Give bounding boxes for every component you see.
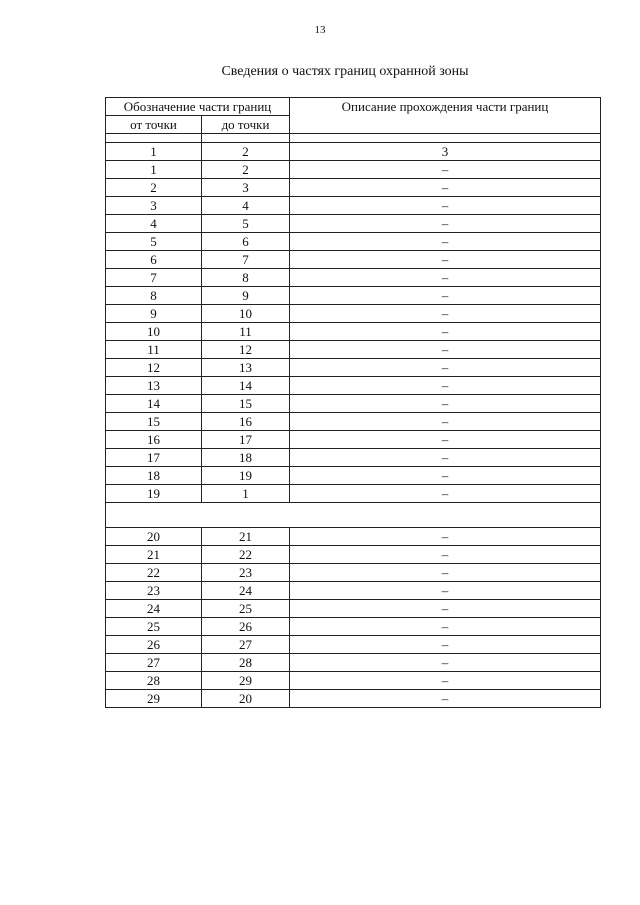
table-row: [106, 341, 601, 359]
table-row: [106, 323, 601, 341]
table-row: [106, 467, 601, 485]
from-point-cell: 15: [106, 413, 202, 431]
to-point-cell: 29: [202, 672, 290, 690]
to-point-cell: 23: [202, 564, 290, 582]
to-point-cell: 12: [202, 341, 290, 359]
to-point-cell: 2: [202, 161, 290, 179]
from-point-cell: 4: [106, 215, 202, 233]
description-cell: –: [290, 215, 601, 233]
column-number-to: 2: [202, 143, 290, 161]
table-header: [106, 98, 601, 161]
table-row: [106, 582, 601, 600]
boundary-designation-header: Обозначение части границ: [106, 98, 290, 116]
page-number: 13: [314, 24, 326, 36]
to-point-cell: 26: [202, 618, 290, 636]
from-point-cell: 20: [106, 528, 202, 546]
from-point-cell: 1: [106, 161, 202, 179]
from-point-cell: 21: [106, 546, 202, 564]
to-point-cell: 15: [202, 395, 290, 413]
column-numbers-row: [106, 143, 601, 161]
description-cell: –: [290, 269, 601, 287]
from-point-cell: 10: [106, 323, 202, 341]
description-cell: –: [290, 600, 601, 618]
from-point-cell: 17: [106, 449, 202, 467]
to-point-cell: 20: [202, 690, 290, 708]
table-row: [106, 305, 601, 323]
description-cell: –: [290, 341, 601, 359]
to-point-cell: 21: [202, 528, 290, 546]
table-row: [106, 528, 601, 546]
description-header: Описание прохождения части границ: [290, 98, 601, 134]
boundary-section-2: [106, 528, 601, 708]
to-point-cell: 4: [202, 197, 290, 215]
from-point-cell: 12: [106, 359, 202, 377]
table-row: [106, 690, 601, 708]
to-point-cell: 24: [202, 582, 290, 600]
from-point-cell: 11: [106, 341, 202, 359]
to-point-cell: 10: [202, 305, 290, 323]
to-point-cell: 5: [202, 215, 290, 233]
from-point-cell: 16: [106, 431, 202, 449]
boundary-parts-table: [105, 97, 601, 708]
table-row: [106, 377, 601, 395]
from-point-cell: 25: [106, 618, 202, 636]
from-point-cell: 18: [106, 467, 202, 485]
description-cell: –: [290, 528, 601, 546]
table-row: [106, 449, 601, 467]
section-gap-row: [106, 503, 601, 528]
to-point-cell: 9: [202, 287, 290, 305]
description-cell: –: [290, 618, 601, 636]
to-point-cell: 19: [202, 467, 290, 485]
table-row: [106, 359, 601, 377]
to-point-cell: 13: [202, 359, 290, 377]
description-cell: –: [290, 395, 601, 413]
from-point-cell: 5: [106, 233, 202, 251]
table-row: [106, 564, 601, 582]
description-cell: –: [290, 179, 601, 197]
to-point-cell: 1: [202, 485, 290, 503]
to-point-cell: 27: [202, 636, 290, 654]
from-point-cell: 3: [106, 197, 202, 215]
description-cell: –: [290, 323, 601, 341]
description-cell: –: [290, 305, 601, 323]
description-cell: –: [290, 161, 601, 179]
page-title: Сведения о частях границ охранной зоны: [221, 64, 469, 79]
table-row: [106, 546, 601, 564]
description-cell: –: [290, 287, 601, 305]
description-cell: –: [290, 636, 601, 654]
description-cell: –: [290, 431, 601, 449]
description-cell: –: [290, 197, 601, 215]
description-cell: –: [290, 485, 601, 503]
table-row: [106, 654, 601, 672]
from-point-cell: 24: [106, 600, 202, 618]
to-point-cell: 16: [202, 413, 290, 431]
from-point-cell: 6: [106, 251, 202, 269]
table-row: [106, 233, 601, 251]
from-point-cell: 9: [106, 305, 202, 323]
from-point-cell: 19: [106, 485, 202, 503]
description-cell: –: [290, 449, 601, 467]
column-number-description: 3: [290, 143, 601, 161]
table-row: [106, 197, 601, 215]
table-row: [106, 413, 601, 431]
to-point-cell: 25: [202, 600, 290, 618]
column-number-from: 1: [106, 143, 202, 161]
description-cell: –: [290, 690, 601, 708]
description-cell: –: [290, 233, 601, 251]
from-point-cell: 2: [106, 179, 202, 197]
table-row: [106, 618, 601, 636]
boundary-section-1: [106, 161, 601, 503]
to-point-cell: 17: [202, 431, 290, 449]
from-point-cell: 14: [106, 395, 202, 413]
table-row: [106, 485, 601, 503]
to-point-cell: 11: [202, 323, 290, 341]
table-row: [106, 251, 601, 269]
to-point-cell: 14: [202, 377, 290, 395]
description-cell: –: [290, 582, 601, 600]
table-row: [106, 215, 601, 233]
table-row: [106, 672, 601, 690]
description-cell: –: [290, 564, 601, 582]
description-cell: –: [290, 546, 601, 564]
table-row: [106, 431, 601, 449]
to-point-cell: 8: [202, 269, 290, 287]
to-point-cell: 7: [202, 251, 290, 269]
from-point-cell: 29: [106, 690, 202, 708]
table-row: [106, 600, 601, 618]
table-row: [106, 179, 601, 197]
from-point-cell: 13: [106, 377, 202, 395]
section-gap: [106, 503, 601, 528]
description-cell: –: [290, 672, 601, 690]
to-point-cell: 6: [202, 233, 290, 251]
table-row: [106, 287, 601, 305]
description-cell: –: [290, 251, 601, 269]
from-point-cell: 27: [106, 654, 202, 672]
to-point-cell: 22: [202, 546, 290, 564]
table-row: [106, 269, 601, 287]
description-cell: –: [290, 359, 601, 377]
to-point-cell: 18: [202, 449, 290, 467]
table-row: [106, 161, 601, 179]
from-point-cell: 26: [106, 636, 202, 654]
description-cell: –: [290, 413, 601, 431]
to-point-cell: 3: [202, 179, 290, 197]
from-point-header: от точки: [106, 116, 202, 134]
description-cell: –: [290, 654, 601, 672]
from-point-cell: 23: [106, 582, 202, 600]
table-row: [106, 636, 601, 654]
from-point-cell: 28: [106, 672, 202, 690]
from-point-cell: 22: [106, 564, 202, 582]
header-spacer: [106, 134, 601, 143]
description-cell: –: [290, 467, 601, 485]
from-point-cell: 8: [106, 287, 202, 305]
to-point-header: до точки: [202, 116, 290, 134]
to-point-cell: 28: [202, 654, 290, 672]
description-cell: –: [290, 377, 601, 395]
table-row: [106, 395, 601, 413]
from-point-cell: 7: [106, 269, 202, 287]
